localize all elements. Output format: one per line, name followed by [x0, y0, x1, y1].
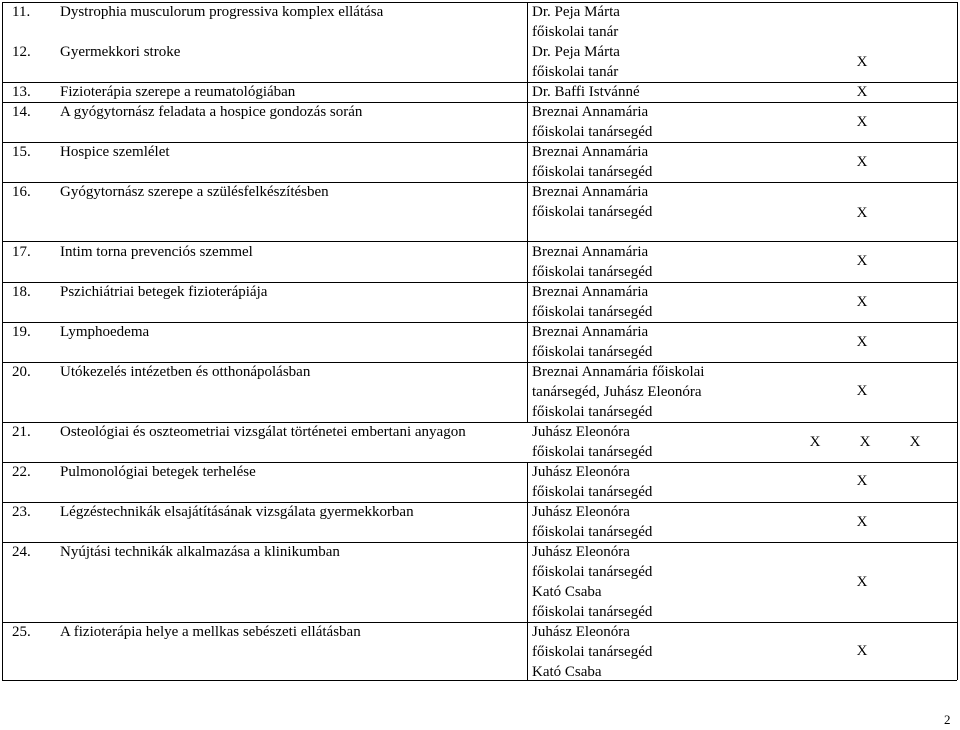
instructor-name: Dr. Baffi Istvánné — [532, 84, 640, 100]
instructor-name: Dr. Peja Márta — [532, 44, 620, 60]
topic-title: Gyógytornász szerepe a szülésfelkészítésben — [60, 184, 329, 200]
row-number: 25. — [12, 624, 31, 640]
column-divider — [527, 462, 528, 680]
selection-mark: X — [909, 434, 921, 450]
instructor-title: főiskolai tanársegéd — [532, 124, 653, 140]
instructor-title: főiskolai tanár — [532, 24, 619, 40]
selection-mark: X — [859, 434, 871, 450]
instructor-title: főiskolai tanársegéd — [532, 484, 653, 500]
selection-mark: X — [856, 114, 868, 130]
row-number: 21. — [12, 424, 31, 440]
table-border-left — [2, 2, 3, 680]
instructor-name: Kató Csaba — [532, 584, 602, 600]
topic-title: Utókezelés intézetben és otthonápolásban — [60, 364, 311, 380]
instructor-name: Breznai Annamária — [532, 284, 649, 300]
instructor-title: főiskolai tanársegéd — [532, 164, 653, 180]
topic-title: Pszichiátriai betegek fizioterápiája — [60, 284, 268, 300]
instructor-name: Breznai Annamária — [532, 324, 649, 340]
instructor-name: Juhász Eleonóra — [532, 424, 630, 440]
instructor-name: Breznai Annamária — [532, 104, 649, 120]
row-number: 23. — [12, 504, 31, 520]
selection-mark: X — [856, 54, 868, 70]
instructor-name: Juhász Eleonóra — [532, 464, 630, 480]
row-number: 18. — [12, 284, 31, 300]
selection-mark: X — [856, 473, 868, 489]
instructor-title: főiskolai tanársegéd — [532, 404, 653, 420]
selection-mark: X — [856, 643, 868, 659]
row-number: 19. — [12, 324, 31, 340]
topic-title: Pulmonológiai betegek terhelése — [60, 464, 256, 480]
instructor-title: főiskolai tanársegéd — [532, 204, 653, 220]
instructor-title: főiskolai tanársegéd — [532, 304, 653, 320]
table-border-right — [957, 2, 958, 680]
instructor-name: Breznai Annamária — [532, 244, 649, 260]
row-number: 17. — [12, 244, 31, 260]
instructor-title: főiskolai tanársegéd — [532, 524, 653, 540]
instructor-title: főiskolai tanár — [532, 64, 619, 80]
topic-title: Hospice szemlélet — [60, 144, 170, 160]
topic-title: A fizioterápia helye a mellkas sebészeti ellátásban — [60, 624, 361, 640]
table-border-bottom — [2, 680, 957, 681]
selection-mark: X — [856, 514, 868, 530]
topic-title: Légzéstechnikák elsajátításának vizsgálata gyermekkorban — [60, 504, 414, 520]
column-divider — [527, 2, 528, 422]
selection-mark: X — [809, 434, 821, 450]
selection-mark: X — [856, 205, 868, 221]
instructor-title: főiskolai tanársegéd — [532, 264, 653, 280]
instructor-title: főiskolai tanársegéd — [532, 564, 653, 580]
topic-title: Fizioterápia szerepe a reumatológiában — [60, 84, 296, 100]
row-number: 11. — [12, 4, 31, 20]
instructor-name: Breznai Annamária — [532, 184, 649, 200]
topic-title: Osteológiai és oszteometriai vizsgálat történetei embertani anyagon — [60, 424, 466, 440]
instructor-title: főiskolai tanársegéd — [532, 344, 653, 360]
row-number: 22. — [12, 464, 31, 480]
selection-mark: X — [856, 334, 868, 350]
row-number: 14. — [12, 104, 31, 120]
row-number: 16. — [12, 184, 31, 200]
instructor-name: Juhász Eleonóra — [532, 624, 630, 640]
instructor-name: Dr. Peja Márta — [532, 4, 620, 20]
selection-mark: X — [856, 154, 868, 170]
selection-mark: X — [856, 84, 868, 100]
selection-mark: X — [856, 294, 868, 310]
selection-mark: X — [856, 253, 868, 269]
row-number: 12. — [12, 44, 31, 60]
instructor-name: tanársegéd, Juhász Eleonóra — [532, 384, 702, 400]
page-number: 2 — [944, 712, 951, 727]
instructor-name: Kató Csaba — [532, 664, 602, 680]
row-number: 24. — [12, 544, 31, 560]
topic-title: Gyermekkori stroke — [60, 44, 181, 60]
instructor-name: Breznai Annamária főiskolai — [532, 364, 705, 380]
selection-mark: X — [856, 574, 868, 590]
instructor-name: Juhász Eleonóra — [532, 504, 630, 520]
instructor-name: Breznai Annamária — [532, 144, 649, 160]
row-number: 15. — [12, 144, 31, 160]
selection-mark: X — [856, 383, 868, 399]
topic-title: Intim torna prevenciós szemmel — [60, 244, 253, 260]
topic-title: A gyógytornász feladata a hospice gondozás során — [60, 104, 363, 120]
topic-title: Dystrophia musculorum progressiva komplex ellátása — [60, 4, 384, 20]
instructor-name: Juhász Eleonóra — [532, 544, 630, 560]
row-number: 20. — [12, 364, 31, 380]
instructor-title: főiskolai tanársegéd — [532, 604, 653, 620]
instructor-title: főiskolai tanársegéd — [532, 444, 653, 460]
topic-title: Lymphoedema — [60, 324, 150, 340]
row-number: 13. — [12, 84, 31, 100]
topic-title: Nyújtási technikák alkalmazása a klinikumban — [60, 544, 340, 560]
instructor-title: főiskolai tanársegéd — [532, 644, 653, 660]
